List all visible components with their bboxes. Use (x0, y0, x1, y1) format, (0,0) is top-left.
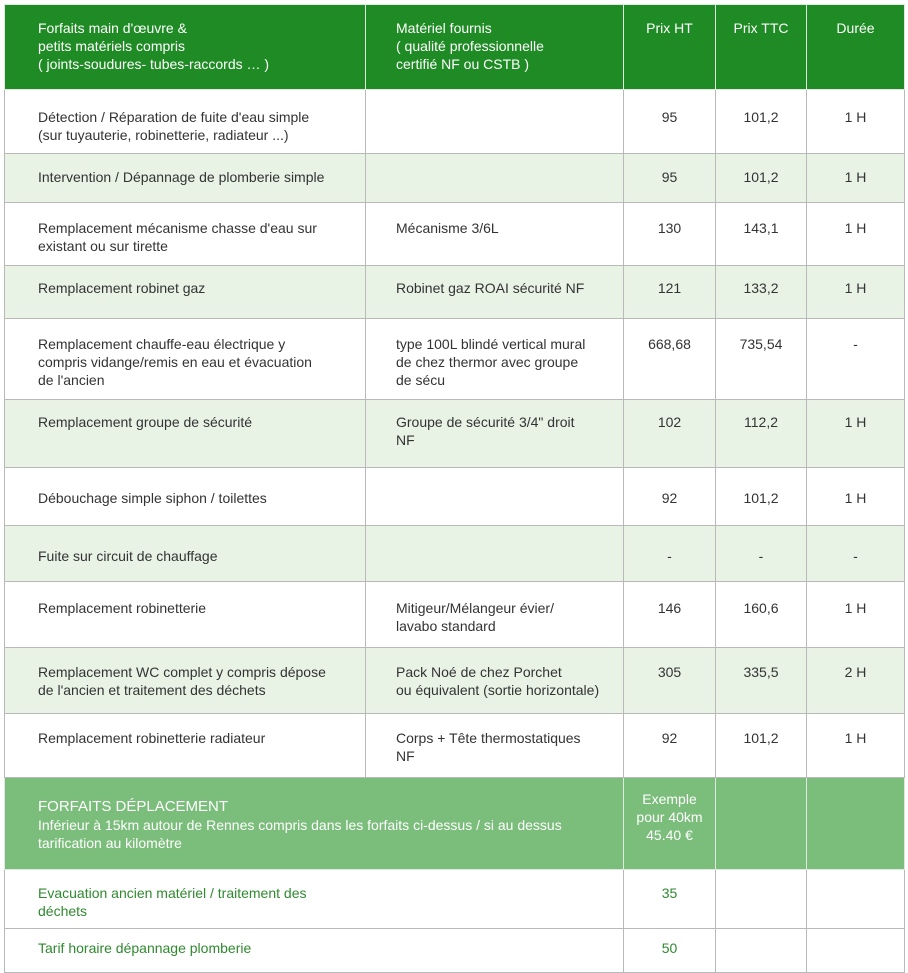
service-cell: Remplacement WC complet y compris dépose de l'ancien et traitement des déchets (5, 648, 366, 714)
materiel-cell: Mitigeur/Mélangeur évier/ lavabo standard (366, 582, 624, 648)
duree-cell: 1 H (807, 582, 905, 648)
pricing-table (4, 4, 905, 973)
empty-cell (716, 870, 807, 929)
prix-ht-cell: 668,68 (624, 319, 716, 400)
prix-ttc-cell: 112,2 (716, 400, 807, 468)
deplacement-text: Inférieur à 15km autour de Rennes compris dans les forfaits ci-dessus / si au dessus tarification au kilomètre (38, 817, 562, 851)
table-row (5, 90, 905, 154)
materiel-cell (366, 90, 624, 154)
extra-row (5, 870, 905, 929)
prix-ht-cell: 95 (624, 90, 716, 154)
extra-value-cell: 50 (624, 929, 716, 973)
duree-cell: 1 H (807, 266, 905, 319)
duree-cell: - (807, 319, 905, 400)
table-row (5, 582, 905, 648)
service-cell: Remplacement robinet gaz (5, 266, 366, 319)
duree-cell: 1 H (807, 400, 905, 468)
prix-ttc-cell: 101,2 (716, 154, 807, 203)
prix-ht-cell: 92 (624, 468, 716, 526)
prix-ttc-cell: 160,6 (716, 582, 807, 648)
service-cell: Débouchage simple siphon / toilettes (5, 468, 366, 526)
duree-cell: 1 H (807, 203, 905, 266)
deplacement-row (5, 778, 905, 870)
prix-ttc-cell: 101,2 (716, 714, 807, 778)
materiel-cell: Pack Noé de chez Porchet ou équivalent (sortie horizontale) (366, 648, 624, 714)
materiel-cell (366, 154, 624, 203)
table-row (5, 400, 905, 468)
prix-ht-cell: 130 (624, 203, 716, 266)
header-cell-forfaits: Forfaits main d'œuvre & petits matériels compris ( joints-soudures- tubes-raccords … ) (5, 5, 366, 90)
header-cell-prix-ttc: Prix TTC (716, 5, 807, 90)
header-cell-duree: Durée (807, 5, 905, 90)
service-cell: Remplacement groupe de sécurité (5, 400, 366, 468)
materiel-cell: type 100L blindé vertical mural de chez thermor avec groupe de sécu (366, 319, 624, 400)
prix-ht-cell: 121 (624, 266, 716, 319)
duree-cell: 1 H (807, 468, 905, 526)
deplacement-exemple-cell: Exemple pour 40km 45.40 € (624, 778, 716, 870)
table-row (5, 203, 905, 266)
empty-cell (807, 929, 905, 973)
extra-label-cell: Evacuation ancien matériel / traitement des déchets (5, 870, 624, 929)
prix-ht-cell: 92 (624, 714, 716, 778)
prix-ttc-cell: 101,2 (716, 90, 807, 154)
materiel-cell (366, 468, 624, 526)
materiel-cell: Groupe de sécurité 3/4" droit NF (366, 400, 624, 468)
materiel-cell: Robinet gaz ROAI sécurité NF (366, 266, 624, 319)
table-row (5, 266, 905, 319)
prix-ttc-cell: 335,5 (716, 648, 807, 714)
empty-cell (807, 778, 905, 870)
service-cell: Remplacement robinetterie radiateur (5, 714, 366, 778)
table-header-row (5, 5, 905, 90)
service-cell: Remplacement robinetterie (5, 582, 366, 648)
table-row (5, 648, 905, 714)
prix-ttc-cell: - (716, 526, 807, 582)
materiel-cell (366, 526, 624, 582)
service-cell: Remplacement chauffe-eau électrique y compris vidange/remis en eau et évacuation de l'ancien (5, 319, 366, 400)
empty-cell (807, 870, 905, 929)
header-cell-materiel: Matériel fournis ( qualité professionnelle certifié NF ou CSTB ) (366, 5, 624, 90)
table-row (5, 526, 905, 582)
materiel-cell: Mécanisme 3/6L (366, 203, 624, 266)
duree-cell: - (807, 526, 905, 582)
service-cell: Fuite sur circuit de chauffage (5, 526, 366, 582)
table-row (5, 714, 905, 778)
duree-cell: 1 H (807, 154, 905, 203)
prix-ht-cell: 146 (624, 582, 716, 648)
service-cell: Intervention / Dépannage de plomberie simple (5, 154, 366, 203)
table-row (5, 468, 905, 526)
prix-ht-cell: - (624, 526, 716, 582)
duree-cell: 2 H (807, 648, 905, 714)
header-cell-prix-ht: Prix HT (624, 5, 716, 90)
deplacement-info-cell (5, 778, 624, 870)
prix-ttc-cell: 133,2 (716, 266, 807, 319)
service-cell: Remplacement mécanisme chasse d'eau sur existant ou sur tirette (5, 203, 366, 266)
table-row (5, 154, 905, 203)
service-cell: Détection / Réparation de fuite d'eau simple (sur tuyauterie, robinetterie, radiateur ...) (5, 90, 366, 154)
prix-ttc-cell: 143,1 (716, 203, 807, 266)
extra-row (5, 929, 905, 973)
extra-value-cell: 35 (624, 870, 716, 929)
empty-cell (716, 778, 807, 870)
prix-ttc-cell: 735,54 (716, 319, 807, 400)
materiel-cell: Corps + Tête thermostatiques NF (366, 714, 624, 778)
prix-ttc-cell: 101,2 (716, 468, 807, 526)
prix-ht-cell: 95 (624, 154, 716, 203)
deplacement-title: FORFAITS DÉPLACEMENT (38, 798, 229, 815)
prix-ht-cell: 305 (624, 648, 716, 714)
duree-cell: 1 H (807, 90, 905, 154)
prix-ht-cell: 102 (624, 400, 716, 468)
table-row (5, 319, 905, 400)
empty-cell (716, 929, 807, 973)
extra-label-cell: Tarif horaire dépannage plomberie (5, 929, 624, 973)
duree-cell: 1 H (807, 714, 905, 778)
